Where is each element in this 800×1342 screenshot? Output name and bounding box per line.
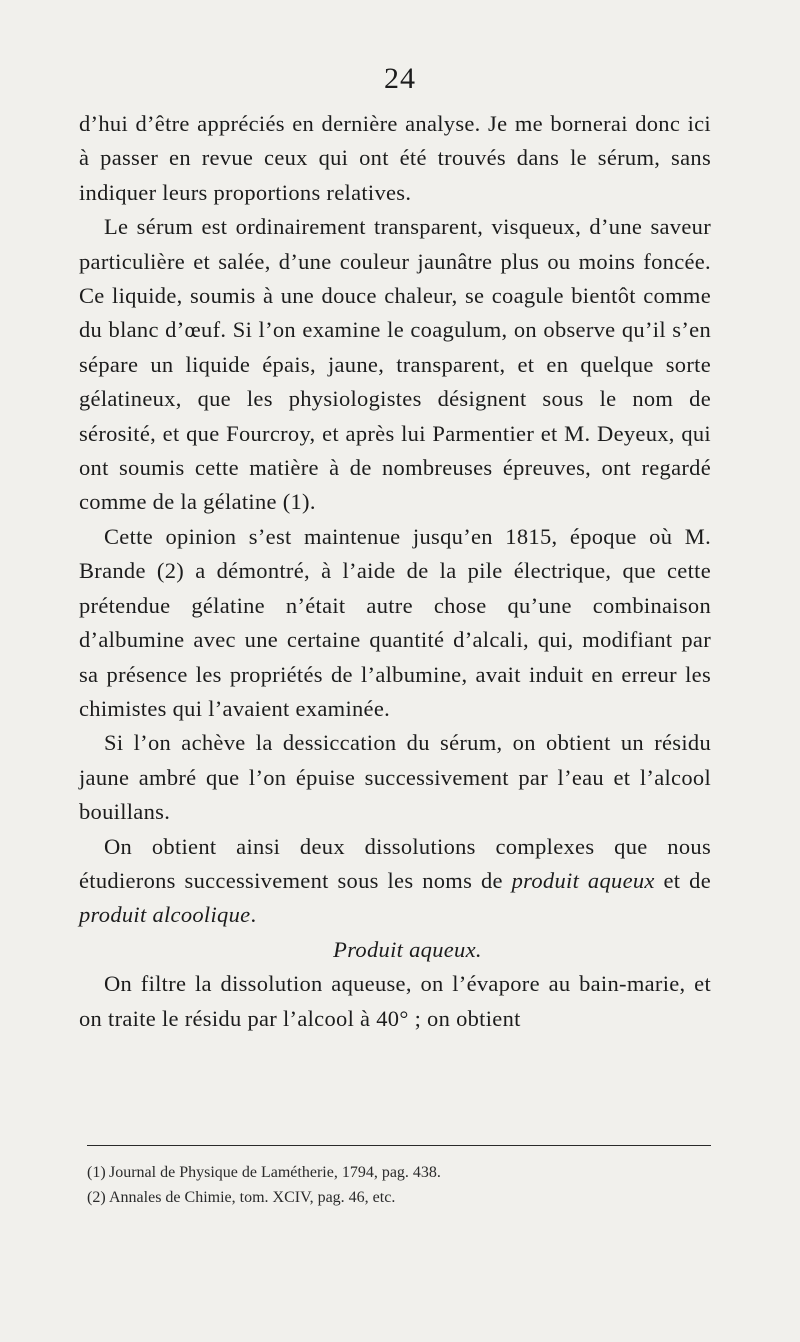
paragraph-1: d’hui d’être appréciés en dernière analyse. Je me bornerai donc ici à passer en revue ceux qui ont été trouvés dans le sérum, sans indiquer leurs proportions relatives. (79, 111, 711, 205)
page-number: 24 (384, 62, 416, 95)
paragraph-5 (79, 830, 711, 933)
paragraph-2: Le sérum est ordinairement transparent, visqueux, d’une saveur particulière et salée, d’une couleur jaunâtre plus ou moins foncée. Ce liquide, soumis à une douce chaleur, se coagule bientôt comme du blanc d’œuf. Si l’on examine le coagulum, on observe qu’il s’en sépare un liquide épais, jaune, transparent, et en quelque sorte gélatineux, que les physiologistes désignent sous le nom de sérosité, et que Fourcroy, et après lui Parmentier et M. Deyeux, qui ont soumis cette matière à de nombreuses épreuves, ont regardé comme de la gélatine (1). (79, 214, 711, 515)
footnote-text: Annales de Chimie, tom. XCIV, pag. 46, etc. (109, 1189, 396, 1206)
footnote-marker: (2) (87, 1189, 106, 1206)
paragraph-5-text-mid: et de (654, 867, 711, 893)
paragraph-6: On filtre la dissolution aqueuse, on l’évapore au bain-marie, et on traite le résidu par l’alcool à 40° ; on obtient (79, 971, 711, 1031)
paragraph-5-text: On obtient ainsi deux dissolutions complexes que nous étudierons successivement sous les noms de (79, 833, 711, 893)
footnote-2 (87, 1185, 707, 1210)
paragraph-5-italic-aqueux: produit aqueux (511, 867, 655, 893)
body-text (79, 107, 711, 1036)
paragraph-5-italic-alcoolique: produit alcoolique (79, 902, 251, 928)
footnote-marker: (1) (87, 1164, 106, 1181)
footnotes (87, 1160, 707, 1210)
footnote-rule (87, 1145, 711, 1146)
footnote-1 (87, 1160, 707, 1185)
paragraph-4: Si l’on achève la dessiccation du sérum, on obtient un résidu jaune ambré que l’on épuise successivement par l’eau et l’alcool bouillans. (79, 730, 711, 825)
paragraph-5-text-end: . (250, 902, 257, 928)
footnote-text: Journal de Physique de Lamétherie, 1794, pag. 438. (109, 1164, 441, 1181)
paragraph-3: Cette opinion s’est maintenue jusqu’en 1815, époque où M. Brande (2) a démontré, à l’aide de la pile électrique, que cette prétendue gélatine n’était autre chose qu’une combinaison d’albumine avec une certaine quantité d’alcali, qui, modifiant par sa présence les propriétés de l’albumine, avait induit en erreur les chimistes qui l’avaient examinée. (79, 523, 711, 721)
section-heading: Produit aqueux. (333, 936, 482, 962)
